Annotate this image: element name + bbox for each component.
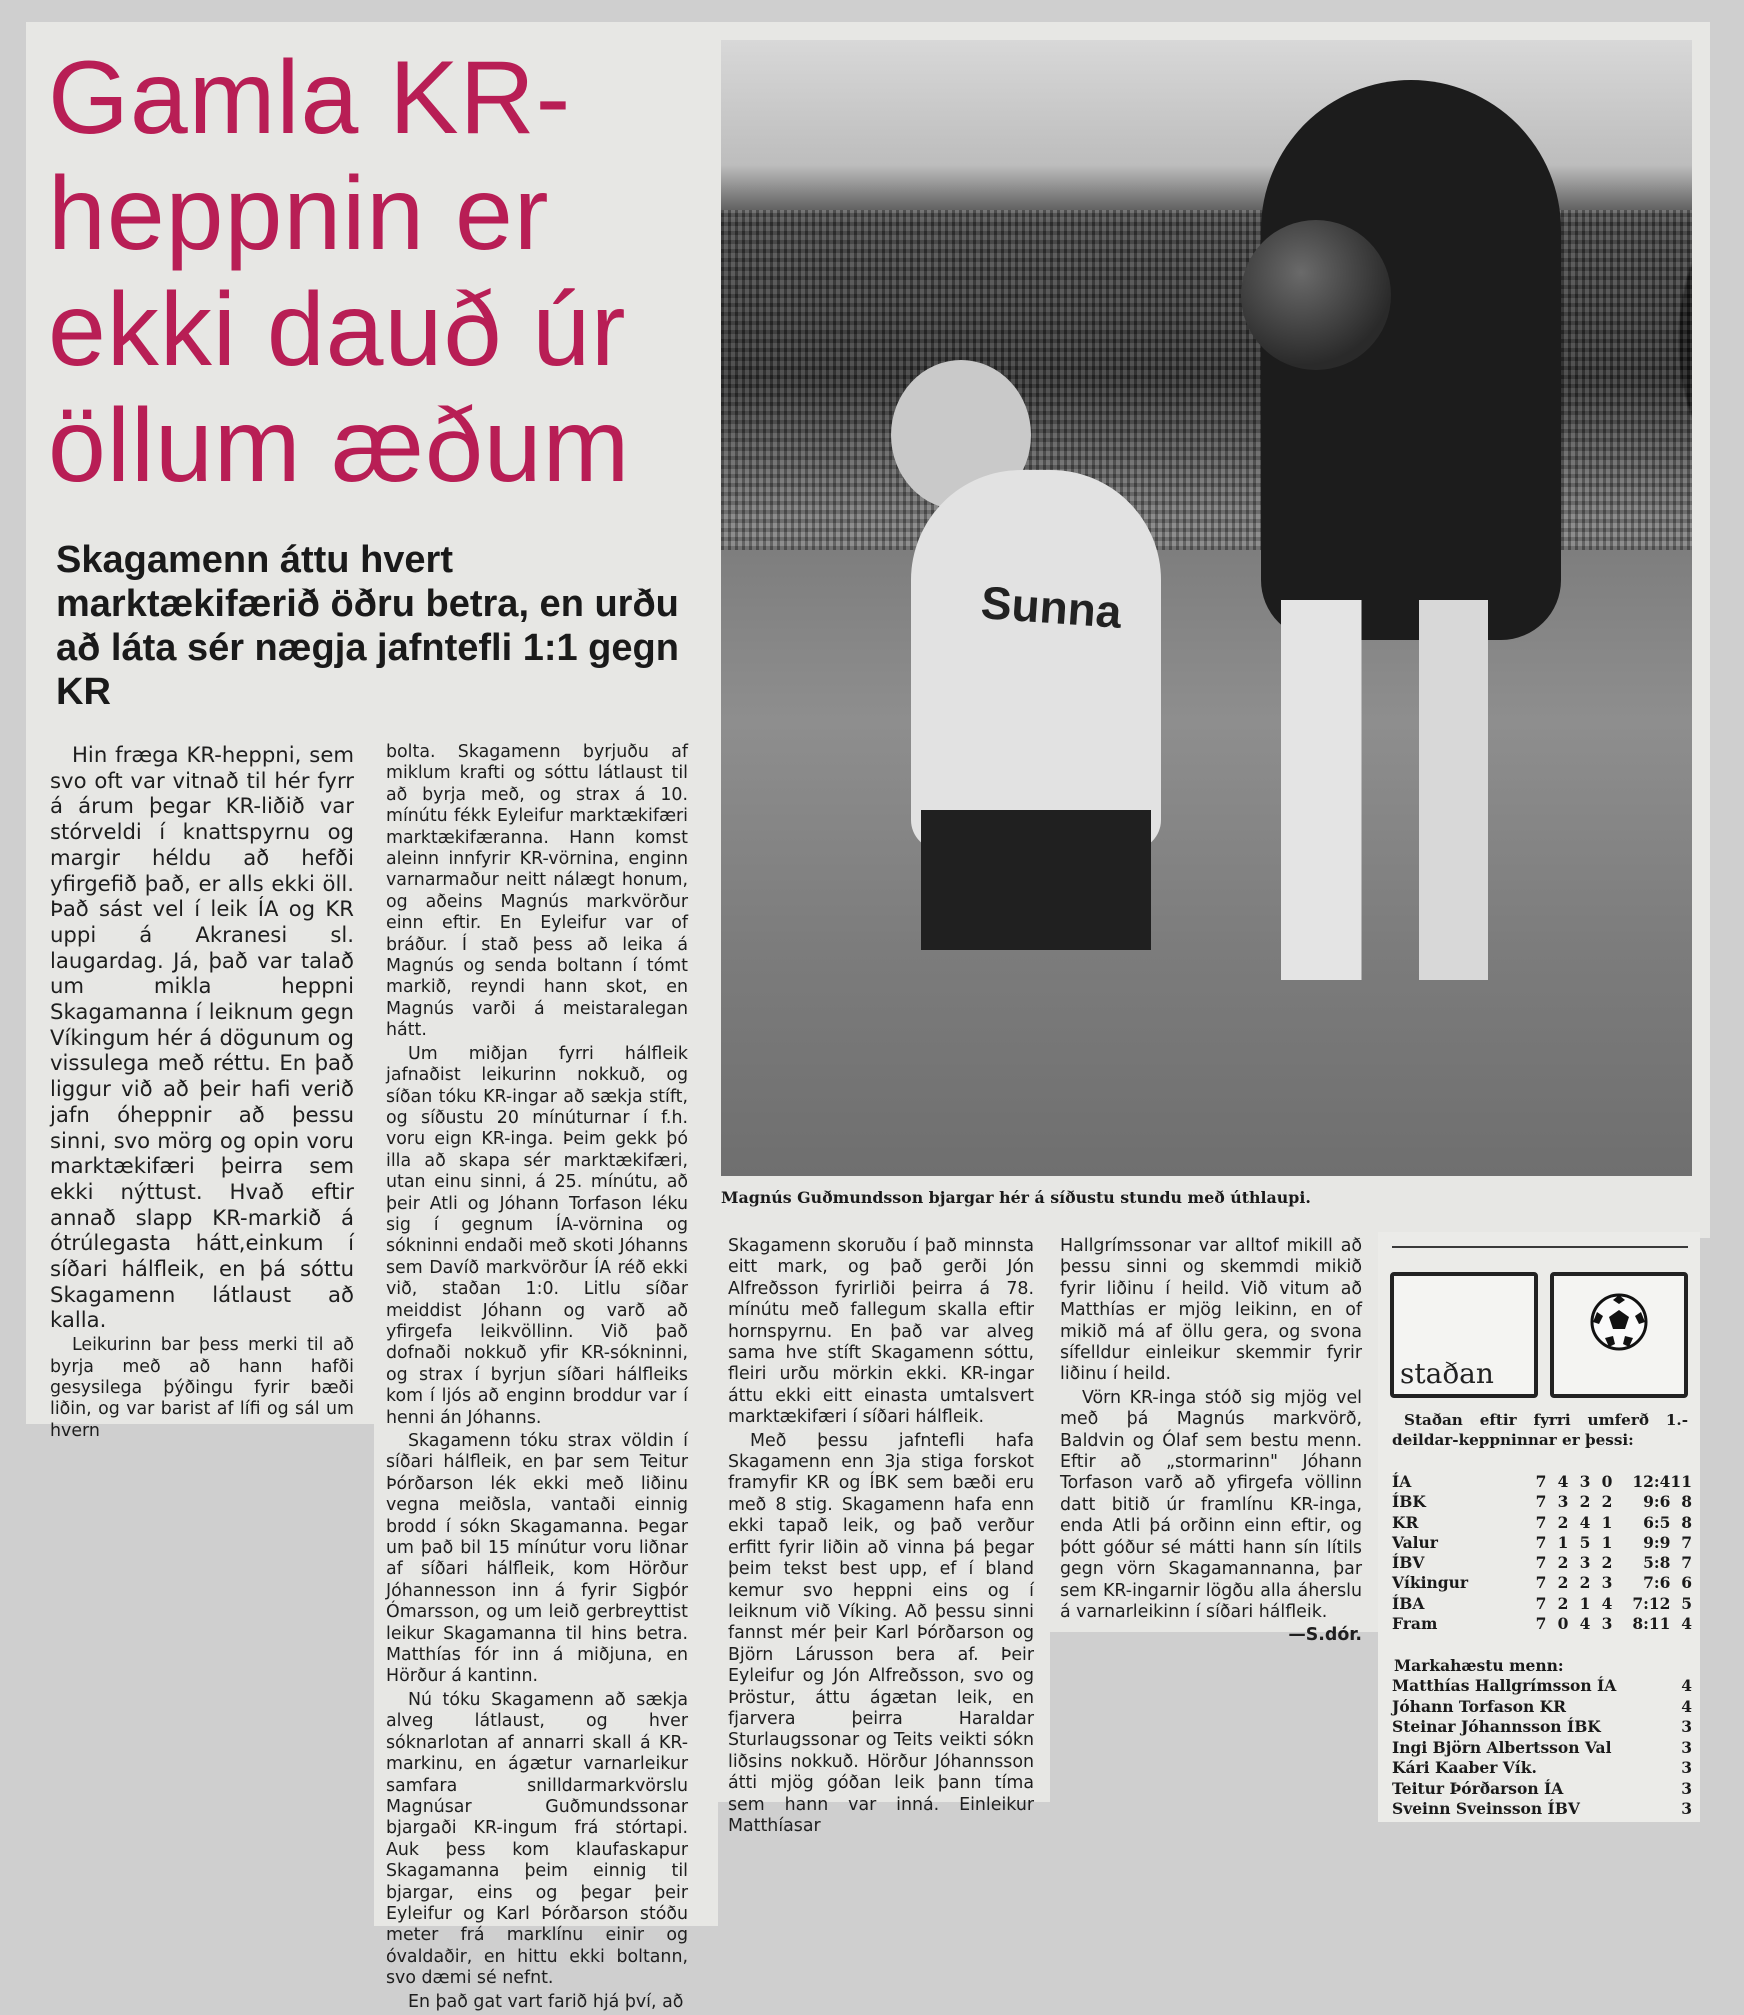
table-row bbox=[1392, 1533, 1692, 1553]
cell-points: 6 bbox=[1681, 1573, 1692, 1593]
cell-team: ÍBA bbox=[1392, 1593, 1425, 1613]
article-paragraph: Skagamenn tóku strax völdin í síðari hálfleik, en þar sem Teitur Þórðarson lék ekki með liðinu vegna meiðsla, vantaði einnig brodd í sókn Skagamanna. Þegar um það bil 15 mínútur voru liðnar af síðari hálfleik, kom Hörður Jóhannesson inn á fyrir Sigþór Ómarsson, og um leið gerbreyttist leikur Skagamanna til hins betra. Matthías fór inn á miðjuna, en Hörður á kantinn. bbox=[386, 1431, 688, 1687]
article-paragraph: Um miðjan fyrri hálfleik jafnaðist leikurinn nokkuð, og síðan tóku KR-ingar að sækja stíft, og síðustu 20 mínúturnar í f.h. voru eign KR-inga. Þeim gekk þó illa að skapa sér marktækifæri, utan einu sinni, á 25. mínútu, að þeir Atli og Jóhann Torfason léku sig í gegnum ÍA-vörnina og sókninni endaði með skoti Jóhanns sem Davíð markvörður ÍA réð ekki við, staðan 1:0. Litlu síðar meiddist Jóhann og varð að yfirgefa leikvöllinn. Við það dofnaði nokkuð yfir KR-sókninni, og strax í byrjun síðari hálfleiks kom í ljós að enginn broddur var í henni án Jóhanns. bbox=[386, 1043, 688, 1428]
attacking-player bbox=[911, 470, 1161, 850]
cell-won: 2 bbox=[1557, 1553, 1569, 1573]
cell-goals: 12:4 bbox=[1632, 1472, 1671, 1491]
cell-goals: 9:9 bbox=[1643, 1532, 1671, 1552]
cell-played: 7 bbox=[1535, 1492, 1547, 1512]
cell-points: 4 bbox=[1681, 1614, 1692, 1634]
cell-won: 2 bbox=[1557, 1593, 1569, 1613]
headline-line: Gamla KR- bbox=[48, 40, 572, 156]
cell-drawn: 1 bbox=[1579, 1593, 1591, 1613]
scorer-row bbox=[1392, 1697, 1692, 1718]
cell-drawn: 3 bbox=[1579, 1553, 1591, 1573]
article-column-4 bbox=[1060, 1236, 1362, 1649]
standings-panel bbox=[1378, 1232, 1700, 1822]
cell-team: Valur bbox=[1392, 1532, 1438, 1552]
headline-line: öllum æðum bbox=[48, 388, 631, 504]
standings-label-box bbox=[1390, 1272, 1538, 1398]
scorer-goals: 3 bbox=[1681, 1778, 1692, 1798]
scorer-name: Teitur Þórðarson ÍA bbox=[1392, 1778, 1564, 1798]
player-shorts bbox=[921, 810, 1151, 950]
article-column-3 bbox=[728, 1236, 1034, 1839]
cell-points: 8 bbox=[1681, 1492, 1692, 1512]
cell-played: 7 bbox=[1535, 1532, 1547, 1552]
cell-won: 2 bbox=[1557, 1512, 1569, 1532]
table-row bbox=[1392, 1472, 1692, 1492]
cell-points: 8 bbox=[1681, 1512, 1692, 1532]
table-row bbox=[1392, 1553, 1692, 1573]
table-row bbox=[1392, 1614, 1692, 1634]
standings-label: staðan bbox=[1400, 1357, 1494, 1390]
scorer-goals: 3 bbox=[1681, 1799, 1692, 1818]
cell-played: 7 bbox=[1535, 1614, 1547, 1634]
cell-played: 7 bbox=[1535, 1573, 1547, 1593]
cell-drawn: 5 bbox=[1579, 1532, 1591, 1552]
football bbox=[1241, 220, 1391, 370]
photo-caption: Magnús Guðmundsson bjargar hér á síðustu stundu með úthlaupi. bbox=[721, 1188, 1311, 1207]
cell-team: ÍBV bbox=[1392, 1553, 1425, 1573]
cell-played: 7 bbox=[1535, 1472, 1547, 1491]
scorer-goals: 4 bbox=[1681, 1696, 1692, 1716]
article-column-1 bbox=[50, 742, 354, 1444]
article-paragraph: Leikurinn bar þess merki til að byrja með að hann hafði gesysilega þýðingu fyrir bæði liðin, og var barist af lífi og sál um hvern bbox=[50, 1335, 354, 1441]
cell-drawn: 4 bbox=[1579, 1512, 1591, 1532]
cell-lost: 1 bbox=[1601, 1532, 1613, 1552]
scorer-goals: 3 bbox=[1681, 1717, 1692, 1736]
scorer-name: Jóhann Torfason KR bbox=[1392, 1696, 1566, 1716]
cell-drawn: 2 bbox=[1579, 1573, 1591, 1593]
table-row bbox=[1392, 1573, 1692, 1593]
article-paragraph: Skagamenn skoruðu í það minnsta eitt mark, og það gerði Jón Alfreðsson fyrirliði þeirra á 78. mínútu með fallegum skalla eftir hornspyrnu. En það var alveg sama hve stíft Skagamenn sóttu, fleiri urðu mörkin ekki. KR-ingar áttu ekki eitt einasta umtalsvert marktækifæri í síðari hálfleik. bbox=[728, 1236, 1034, 1428]
article-column-2 bbox=[386, 742, 688, 2015]
scorer-row bbox=[1392, 1738, 1692, 1759]
football-icon bbox=[1589, 1292, 1649, 1352]
goalkeeper-legs bbox=[1281, 600, 1511, 980]
cell-goals: 9:6 bbox=[1643, 1492, 1671, 1512]
article-paragraph: En það gat vart farið hjá því, að bbox=[408, 1991, 684, 2012]
article-paragraph: Nú tóku Skagamenn að sækja alveg látlaust, og hver sóknarlotan af annarri skall á KR-markinu, en ágætur varnarleikur samfara snilldarmarkvörslu Magnúsar Guðmundssonar bjargaði KR-ingum frá stórtapi. Auk þess kom klaufaskapur Skagamanna þeim einnig til bjargar, eins og þegar þeir Eyleifur og Karl Þórðarson stóðu meter frá marklínu einir og óvaldaðir, en hittu ekki boltann, svo dæmi sé nefnt. bbox=[386, 1689, 688, 1989]
standings-intro: Staðan eftir fyrri umferð 1.-deildar-keppninnar er þessi: bbox=[1392, 1411, 1688, 1449]
cell-lost: 0 bbox=[1601, 1472, 1613, 1491]
cell-lost: 4 bbox=[1601, 1593, 1613, 1613]
table-row bbox=[1392, 1492, 1692, 1512]
cell-lost: 2 bbox=[1601, 1492, 1613, 1512]
table-row bbox=[1392, 1594, 1692, 1614]
cell-points: 11 bbox=[1670, 1472, 1692, 1491]
table-row bbox=[1392, 1513, 1692, 1533]
top-scorers-table bbox=[1392, 1676, 1692, 1820]
cell-goals: 7:6 bbox=[1643, 1573, 1671, 1593]
cell-goals: 8:11 bbox=[1632, 1614, 1671, 1634]
article-paragraph: Hallgrímssonar var alltof mikill að þessu sinni og skemmdi mikið fyrir liðinu í heild. Við vitum að Matthías er mjög leikinn, en of mikið má af öllu gera, og svona sífelldur einleikur skemmir fyrir liðinu í heild. bbox=[1060, 1236, 1362, 1385]
scorer-row bbox=[1392, 1676, 1692, 1697]
football-logo-box bbox=[1550, 1272, 1688, 1398]
cell-goals: 5:8 bbox=[1643, 1553, 1671, 1573]
cell-points: 5 bbox=[1681, 1593, 1692, 1613]
headline bbox=[48, 40, 708, 504]
shirt-sponsor-text: Sunna bbox=[979, 576, 1124, 638]
headline-line: ekki dauð úr bbox=[48, 272, 627, 388]
cell-team: Víkingur bbox=[1392, 1573, 1469, 1593]
cell-won: 0 bbox=[1557, 1614, 1569, 1634]
cell-lost: 3 bbox=[1601, 1573, 1613, 1593]
cell-lost: 1 bbox=[1601, 1512, 1613, 1532]
cell-won: 1 bbox=[1557, 1532, 1569, 1552]
cell-team: Fram bbox=[1392, 1614, 1438, 1634]
scorer-row bbox=[1392, 1799, 1692, 1820]
cell-points: 7 bbox=[1681, 1532, 1692, 1552]
article-paragraph: Með þessu jafntefli hafa Skagamenn enn 3ja stiga forskot framyfir KR og ÍBK sem bæði eru með 8 stig. Skagamenn hafa enn ekki tapað leik, og það verður erfitt fyrir liðin að vinna þá þegar þeim tekst best upp, ef í bland kemur svo heppni eins og í leiknum við Víking. Að þessu sinni fannst mér þeir Karl Þórðarson og Björn Lárusson bera af. Þeir Eyleifur og Jón Alfreðsson, svo og Þröstur, áttu ágætan leik, en fjarvera þeirra Haraldar Sturlaugssonar og Teits veikti sókn liðsins nokkuð. Hörður Jóhannsson átti mjög góðan leik þann tíma sem hann var inná. Einleikur Matthíasar bbox=[728, 1430, 1034, 1836]
scorer-goals: 3 bbox=[1681, 1758, 1692, 1777]
scorer-name: Ingi Björn Albertsson Val bbox=[1392, 1737, 1612, 1757]
scorer-row bbox=[1392, 1779, 1692, 1800]
author-signoff: —S.dór. bbox=[1288, 1625, 1362, 1646]
article-paragraph: bolta. Skagamenn byrjuðu af miklum krafti og sóttu látlaust til að byrja með, og strax á 10. mínútu fékk Eyleifur marktækifæri marktækifæranna. Hann komst aleinn innfyrir KR-vörnina, enginn varnarmaður neitt nálægt honum, og aðeins Magnús markvörður einn eftir. En Eyleifur var of bráður. Í stað þess að leika á Magnús og senda boltann í tómt markið, reyndi hann skot, en Magnús varði á meistaralegan hátt. bbox=[386, 742, 688, 1041]
cell-goals: 6:5 bbox=[1643, 1512, 1671, 1532]
cell-points: 7 bbox=[1681, 1553, 1692, 1573]
article-paragraph: Hin fræga KR-heppni, sem svo oft var vitnað til hér fyrr á árum þegar KR-liðið var stórveldi í knattspyrnu og margir héldu að hefði yfirgefið það, er alls ekki öll. Það sást vel í leik ÍA og KR uppi á Akranesi sl. laugardag. Já, það var talað um mikla heppni Skagamanna í leiknum gegn Víkingum hér á dögunum og vissulega með réttu. En það liggur við að þeir hafi verið jafn óheppnir að þessu sinni, svo mörg og opin voru marktækifæri þeirra sem ekki nýttust. Hvað eftir annað slapp KR-markið á ótrúlegasta hátt,einkum í síðari hálfleik, en þá sóttu Skagamenn látlaust að kalla. bbox=[50, 742, 354, 1333]
scorer-name: Steinar Jóhannsson ÍBK bbox=[1392, 1717, 1601, 1736]
cell-won: 4 bbox=[1557, 1472, 1569, 1491]
cell-drawn: 4 bbox=[1579, 1614, 1591, 1634]
subheadline: Skagamenn áttu hvert marktækifærið öðru betra, en urðu að láta sér nægja jafntefli 1:1 gegn KR bbox=[56, 539, 679, 713]
cell-team: KR bbox=[1392, 1512, 1419, 1532]
cell-played: 7 bbox=[1535, 1553, 1547, 1573]
scorer-name: Matthías Hallgrímsson ÍA bbox=[1392, 1676, 1617, 1695]
scorer-row bbox=[1392, 1717, 1692, 1738]
scorer-row bbox=[1392, 1758, 1692, 1779]
top-scorers-title: Markahæstu menn: bbox=[1394, 1656, 1564, 1675]
match-photo bbox=[721, 40, 1692, 1176]
scorer-goals: 4 bbox=[1681, 1676, 1692, 1695]
cell-team: ÍBK bbox=[1392, 1492, 1426, 1512]
cell-lost: 2 bbox=[1601, 1553, 1613, 1573]
scorer-goals: 3 bbox=[1681, 1737, 1692, 1757]
cell-played: 7 bbox=[1535, 1512, 1547, 1532]
cell-drawn: 3 bbox=[1579, 1472, 1591, 1491]
league-table bbox=[1392, 1472, 1692, 1634]
divider bbox=[1392, 1246, 1688, 1248]
scorer-name: Sveinn Sveinsson ÍBV bbox=[1392, 1799, 1580, 1818]
cell-team: ÍA bbox=[1392, 1472, 1412, 1491]
cell-won: 2 bbox=[1557, 1573, 1569, 1593]
cell-lost: 3 bbox=[1601, 1614, 1613, 1634]
cell-drawn: 2 bbox=[1579, 1492, 1591, 1512]
headline-line: heppnin er bbox=[48, 156, 550, 272]
cell-played: 7 bbox=[1535, 1593, 1547, 1613]
article-paragraph: Vörn KR-inga stóð sig mjög vel með þá Magnús markvörð, Baldvin og Ólaf sem bestu menn. Eftir að „stormarinn" Jóhann Torfason varð að yfirgefa völlinn datt bitið úr framlínu KR-inga, enda Atli þá orðinn einn eftir, og þótt góður sé mátti hann sín lítils gegn vörn Skagamannanna, þar sem KR-ingarnir lögðu alla áherslu á varnarleikinn í síðari hálfleik. bbox=[1060, 1387, 1362, 1622]
cell-won: 3 bbox=[1557, 1492, 1569, 1512]
cell-goals: 7:12 bbox=[1632, 1593, 1671, 1613]
scorer-name: Kári Kaaber Vík. bbox=[1392, 1758, 1537, 1777]
